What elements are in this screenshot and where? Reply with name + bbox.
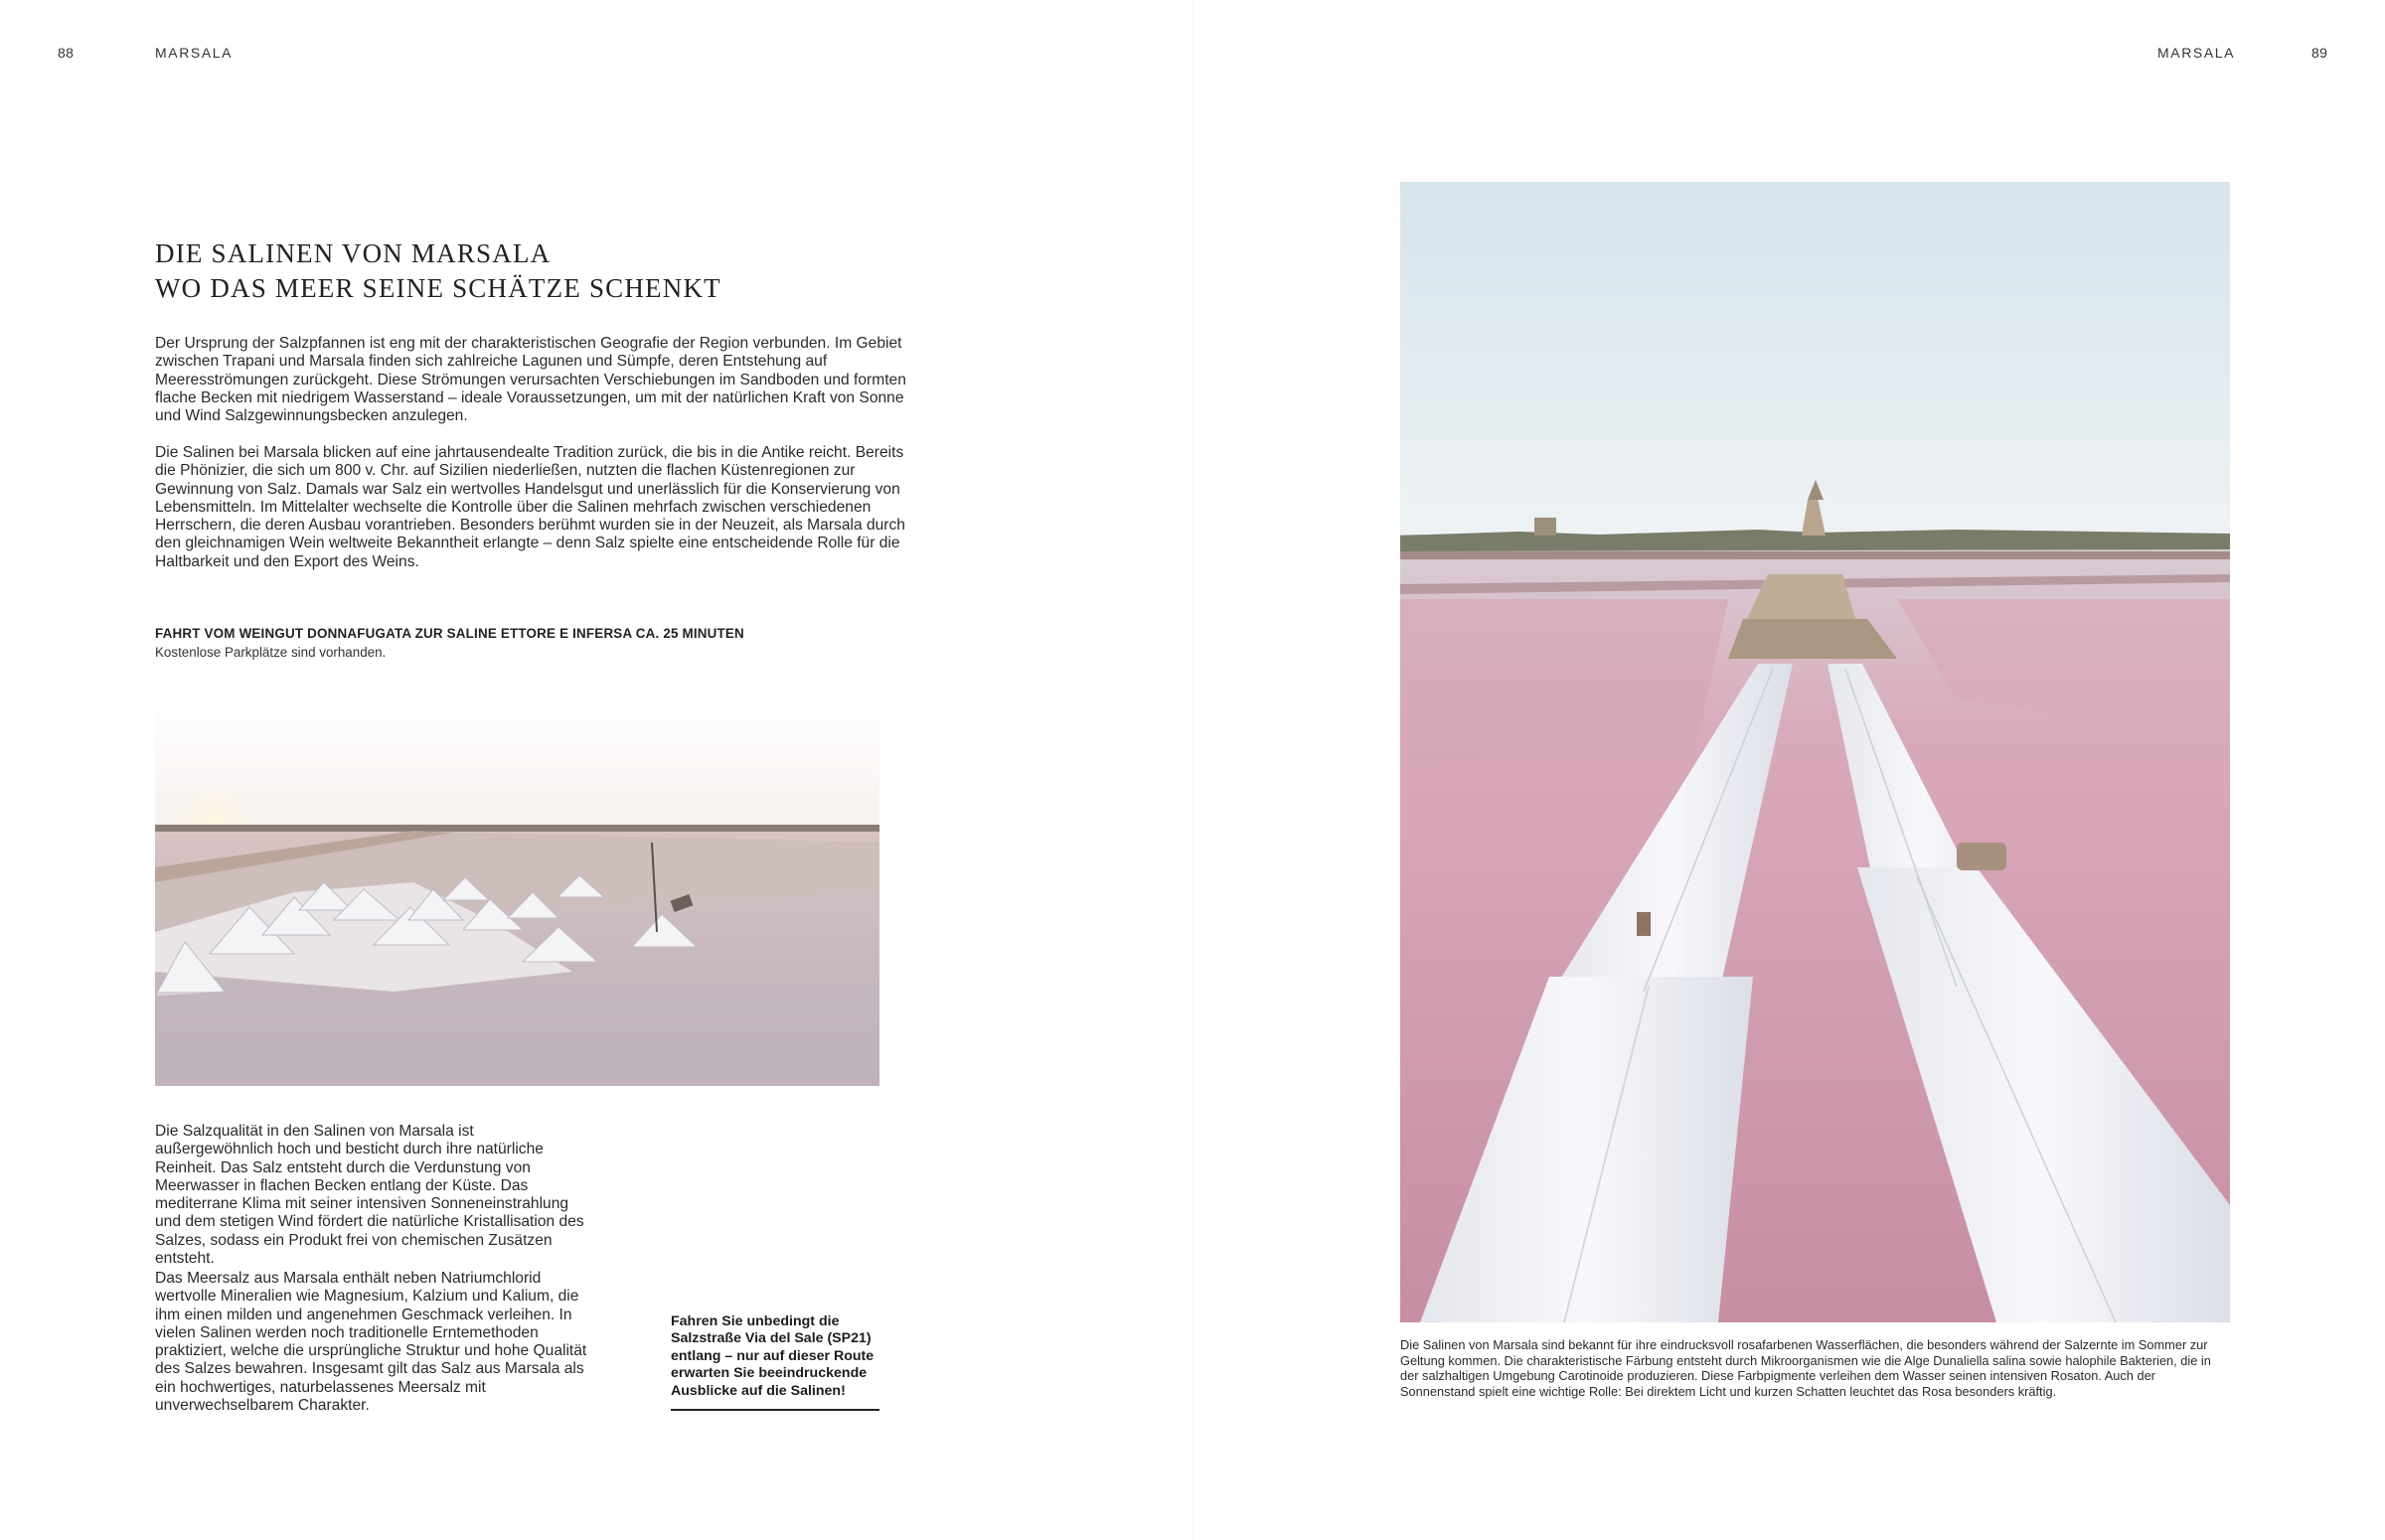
tip-underline-rule (671, 1409, 879, 1411)
body-paragraph-origin: Der Ursprung der Salzpfannen ist eng mit der charakteristischen Geografie der Region verbunden. Im Gebiet zwischen Trapani und Marsala finden sich zahlreiche Lagunen und Sümpfe, deren Entstehung auf Meeresströmungen zurückgeht. Diese Strömungen verursachten Verschiebungen im Sandboden und formten flache Becken mit niedrigem Wasserstand – ideale Voraussetzungen, um mit der natürlichen Kraft von Sonne und Wind Salzgewinnungsbecken anzulegen. (155, 335, 906, 425)
title-line-2: WO DAS MEER SEINE SCHÄTZE SCHENKT (155, 273, 721, 303)
travel-info-parking: Kostenlose Parkplätze sind vorhanden. (155, 645, 387, 660)
page-number-right: 89 (2311, 45, 2328, 61)
travel-info-heading: FAHRT VOM WEINGUT DONNAFUGATA ZUR SALINE ETTORE E INFERSA CA. 25 MINUTEN (155, 626, 744, 641)
running-head-left: MARSALA (155, 45, 234, 61)
left-page (0, 0, 1192, 1540)
route-tip-box: Fahren Sie unbedingt die Salzstraße Via del Sale (SP21) entlang – nur auf dieser Route erwarten Sie beeindruckende Ausblicke auf die Salinen! (671, 1313, 874, 1399)
body-paragraph-quality: Die Salzqualität in den Salinen von Marsala ist außergewöhnlich hoch und besticht durch ihre natürliche Reinheit. Das Salz entsteht durch die Verdunstung von Meerwasser in flachen Becken entlang der Küste. Das mediterrane Klima mit seiner intensiven Sonneneinstrahlung und dem stetigen Wind fördert die natürliche Kristallisation des Salzes, sodass ein Produkt frei von chemischen Zusätzen entsteht. (155, 1123, 584, 1268)
title-line-1: DIE SALINEN VON MARSALA (155, 238, 552, 268)
page-title (155, 236, 910, 306)
running-head-right: MARSALA (2157, 45, 2236, 61)
salt-piles-photo (155, 693, 879, 1086)
page-number-left: 88 (58, 45, 75, 61)
pink-salt-pans-photo (1400, 182, 2230, 1322)
photo-caption: Die Salinen von Marsala sind bekannt für ihre eindrucksvoll rosafarbenen Wasserflächen, die besonders während der Salzernte im Sommer zur Geltung kommen. Die charakteristische Färbung entsteht durch Mikroorganismen wie die Alge Dunaliella salina sowie halophile Bakterien, die in der salzhaltigen Umgebung Carotinoide produzieren. Diese Farbpigmente verleihen dem Wasser seinen intensiven Rosaton. Auch der Sonnenstand spielt eine wichtige Rolle: Bei direktem Licht und kurzen Schatten leuchtet das Rosa besonders kräftig. (1400, 1337, 2211, 1399)
body-paragraph-history: Die Salinen bei Marsala blicken auf eine jahrtausendealte Tradition zurück, die bis in die Antike reicht. Bereits die Phönizier, die sich um 800 v. Chr. auf Sizilien niederließen, nutzten die flachen Küstenregionen zur Gewinnung von Salz. Damals war Salz ein wertvolles Handelsgut und unerlässlich für die Konservierung von Lebensmitteln. Im Mittelalter wechselte die Kontrolle über die Salinen mehrfach zwischen verschiedenen Herrschern, die deren Ausbau vorantrieben. Besonders berühmt wurden sie in der Neuzeit, als Marsala durch den gleichnamigen Wein weltweite Bekanntheit erlangte – denn Salz spielte eine entscheidende Rolle für die Haltbarkeit und den Export des Weins. (155, 444, 905, 570)
body-paragraph-minerals: Das Meersalz aus Marsala enthält neben Natriumchlorid wertvolle Mineralien wie Magnesium, Kalzium und Kalium, die ihm einen milden und angenehmen Geschmack verleihen. In vielen Salinen werden noch traditionelle Erntemethoden praktiziert, welche die ursprüngliche Struktur und hohe Qualität des Salzes bewahren. Insgesamt gilt das Salz aus Marsala als ein hochwertiges, naturbelassenes Meersalz mit unverwechselbarem Charakter. (155, 1270, 587, 1415)
